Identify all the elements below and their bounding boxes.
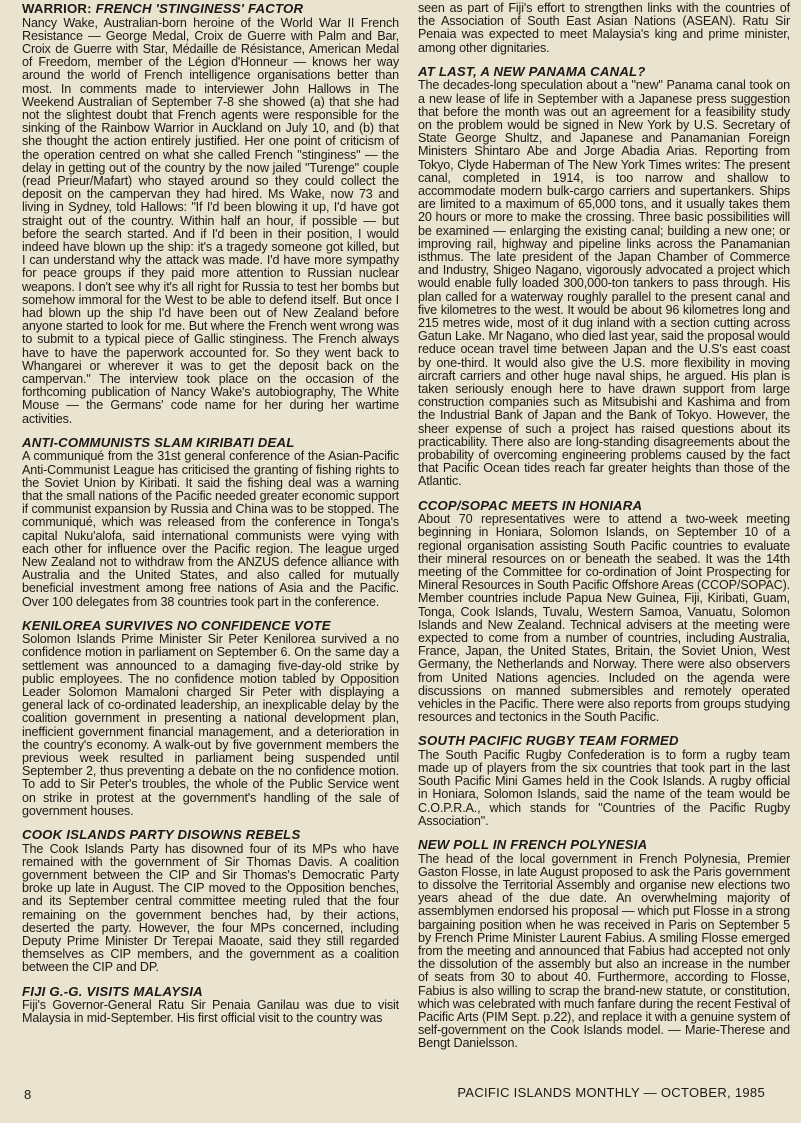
article-body: A communiqué from the 31st general conference of the Asian-Pacific Anti-Communist League has criticised the granting of fishing rights to the Soviet Union by Kiribati. It said the fishing deal was a warning that the small nations of the Pacific needed greater economic support if communist expansion by Russia and China was to be stopped. The communiqué, which was released from the conference in Tonga's capital Nuku'alofa, said international communists were vying with each other for influence over the Pacific region. The league urged New Zealand not to withdraw from the ANZUS defence alliance with Australia and the United States, and also called for mutually beneficial investment among free nations of Asia and the Pacific. Over 100 delegates from 38 countries took part in the conference. [22,449,399,609]
article-kenilorea [22,619,399,818]
article-cook-islands [22,828,399,975]
headline-cook-islands: COOK ISLANDS PARTY DISOWNS REBELS [22,827,301,843]
article-polynesia [418,838,790,1051]
article-body: Solomon Islands Prime Minister Sir Peter Kenilorea survived a no confidence motion in parliament on September 6. On the same day a settlement was announced to a damaging five-day-old strike by public employees. The no confidence motion tabled by Opposition Leader Solomon Mamaloni charged Sir Peter with displaying a general lack of co-ordinated leadership, an inexplicable delay by the coalition government in presenting a national development plan, inefficient government financial management, and a deterioration in the country's economy. A walk-out by five government members the previous week resulted in parliament being suspended until September 2, thus preventing a debate on the no confidence motion. To add to Sir Peter's troubles, the whole of the Public Service went on strike in protest at the government's handling of the sale of government houses. [22,632,399,818]
article-body: Nancy Wake, Australian-born heroine of the World War II French Resistance — George Medal, Croix de Guerre with Palm and Bar, Croix de Guerre with Star, Médaille de Résistance, American Medal of Freedom, member of the Légion d'Honneur — knows her way around the world of French intelligence organisations better than most. In comments made to interviewer John Hallows in The Weekend Australian of September 7-8 she showed (a) that she had not the slightest doubt that French agents were responsible for the sinking of the Rainbow Warrior in Auckland on July 10, and (b) that she thought the action entirely justified. Her one point of criticism of the operation centred on what she called French "stinginess" — the delay in getting out of the country by the now jailed "Turenge" couple (read Prieur/Mafart) who stayed around so they could collect the deposit on the campervan they had hired. Ms Wake, now 73 and living in Sydney, told Hallows: "If I'd been blowing it up, I'd have got straight out of the country. Within half an hour, if possible — but before the search started. And if I'd been in their position, I would indeed have blown up the ship: it's a tragedy someone got killed, but I can understand why the attack was made. I'd have more sympathy for peace groups if they paid more attention to Russian nuclear weapons. I don't see why it's all right for Russia to test her bombs but somehow immoral for the West to be able to defend itself. But once I had blown up the ship I'd have been out of New Zealand before anyone started to look for me. But where the French went wrong was to submit to a typical piece of Gallic stinginess. The French always have to have the paperwork accounted for. So they went back to Whangarei or wherever it was to get the deposit back on the campervan." The interview took place on the occasion of the forthcoming publication of Nancy Wake's autobiography, The White Mouse — the Germans' code name for her during her wartime activities. [22,15,399,426]
article-body: seen as part of Fiji's effort to strengthen links with the countries of the Association of South East Asian Nations (ASEAN). Ratu Sir Penaia was expected to meet Malaysia's king and prime minister, among other dignitaries. [418,1,790,55]
headline-text: FRENCH 'STINGINESS' FACTOR [95,1,304,16]
article-rugby [418,734,790,828]
article-anti-communists [22,436,399,609]
page-number: 8 [24,1087,32,1102]
headline-anti-communists: ANTI-COMMUNISTS SLAM KIRIBATI DEAL [22,434,295,450]
headline-panama: AT LAST, A NEW PANAMA CANAL? [418,63,646,79]
headline-kenilorea: KENILOREA SURVIVES NO CONFIDENCE VOTE [22,617,331,633]
headline-prefix: WARRIOR: [22,1,96,16]
article-warrior [22,2,399,426]
article-panama [418,65,790,489]
article-body: About 70 representatives were to attend a two-week meeting beginning in Honiara, Solomon Islands, on September 10 of a regional organisation assisting South Pacific countries to evaluate their mineral resources on or beneath the seabed. It was the 14th meeting of the Committee for co-ordination of Joint Prospecting for Mineral Resources in South Pacific Offshore Areas (CCOP/SOPAC). Member countries include Papua New Guinea, Fiji, Kiribati, Guam, Tonga, Cook Islands, Tuvalu, Western Samoa, Vanuatu, Solomon Islands and New Zealand. Technical advisers at the meeting were expected to come from a number of countries, including Australia, France, Japan, the United States, Britain, the Soviet Union, West Germany, the Netherlands and Norway. There were also observers from United Nations agencies. Included on the agenda were discussions on manned submersibles and remotely operated vehicles in the Pacific. There were also reports from groups studying resources and tectonics in the South Pacific. [418,512,790,725]
article-body: The head of the local government in French Polynesia, Premier Gaston Flosse, in late August proposed to ask the Paris government to dissolve the Territorial Assembly and organise new elections two years ahead of the due date. An overwhelming majority of assemblymen endorsed his proposal — which put Flosse in a strong bargaining position when he was received in Paris on September 5 by French Prime Minister Laurent Fabius. A smiling Flosse emerged from the meeting and announced that Fabius had accepted not only the dissolution of the assembly but also an increase in the number of seats from 30 to about 40. Furthermore, according to Flosse, Fabius is also willing to scrap the brand-new statute, or constitution, which was celebrated with much fanfare during the recent Festival of Pacific Arts (PIM Sept. p.22), and replace it with a genuine system of self-government on the Cook Islands model. — Marie-Therese and Bengt Danielsson. [418,851,791,1051]
publication-footer: PACIFIC ISLANDS MONTHLY — OCTOBER, 1985 [457,1085,765,1100]
article-body: The South Pacific Rugby Confederation is to form a rugby team made up of players from the six countries that took part in the last South Pacific Mini Games held in the Cook Islands. A rugby official in Honiara, Solomon Islands, said the name of the team would be C.O.P.R.A., which stands for "Countries of the Pacific Rugby Association". [418,747,790,828]
article-fiji [22,985,399,1026]
headline-ccop-sopac: CCOP/SOPAC MEETS IN HONIARA [418,497,643,513]
article-fiji-continued [418,2,790,55]
article-ccop-sopac [418,499,790,725]
article-body: The decades-long speculation about a "new" Panama canal took on a new lease of life in September with a Japanese press suggestion that before the month was out an agreement for a feasibility study on the problem would be signed in New York by U.S. Secretary of State George Shultz, and Japanese and Panamanian Foreign Ministers Shintaro Abe and Jorge Abadia Arias. Reporting from Tokyo, Clyde Haberman of The New York Times writes: The present canal, completed in 1914, is too narrow and shallow to accommodate modern bulk-cargo carriers and supertankers. Ships are limited to a maximum of 65,000 tons, and it usually takes them 20 hours or more to make the crossing. Three basic possibilities will be examined — enlarging the existing canal; building a new one; or improving rail, highway and pipeline links across the Panamanian isthmus. The late president of the Japan Chamber of Commerce and Industry, Shigeo Nagano, vigorously advocated a project which would enable fully loaded 300,000-ton tankers to pass through. His plan called for a waterway roughly parallel to the present canal and five kilometres to the west. It would be about 96 kilometres long and 215 metres wide, most of it dug inland with a section cutting across Gatun Lake. Mr Nagano, who died last year, said the proposal would reduce ocean travel time between Japan and the U.S's east coast by one-third. It would also give the U.S. more flexibility in moving aircraft carriers and other huge naval ships, he argued. His plan is taken seriously enough here to have drawn support from large construction companies such as Mitsubishi and Kashima and from the Industrial Bank of Japan and the Bank of Tokyo. However, the sheer expense of such a project has raised questions about its practicability. There also are long-standing disagreements about the probability of overcoming engineering problems caused by the fact that Pacific Ocean tides reach far greater heights than those of the Atlantic. [418,78,790,489]
headline-rugby: SOUTH PACIFIC RUGBY TEAM FORMED [418,733,679,749]
article-body: The Cook Islands Party has disowned four of its MPs who have remained with the government of Sir Thomas Davis. A coalition government between the CIP and Sir Thomas's Democratic Party broke up late in August. The CIP moved to the Opposition benches, and its September central committee meeting ruled that the four remaining on the government benches had, by their actions, deserted the party. However, the four MPs concerned, including Deputy Prime Minister Dr Terepai Maoate, said they still regarded themselves as CIP members, and the government as a coalition between the CIP and DP. [22,841,399,975]
right-column [418,2,790,1061]
headline-warrior [22,2,399,17]
left-column [22,2,399,1036]
headline-polynesia: NEW POLL IN FRENCH POLYNESIA [418,837,648,853]
article-body: Fiji's Governor-General Ratu Sir Penaia Ganilau was due to visit Malaysia in mid-September. His first official visit to the country was [22,998,399,1026]
headline-fiji: FIJI G.-G. VISITS MALAYSIA [22,983,203,999]
